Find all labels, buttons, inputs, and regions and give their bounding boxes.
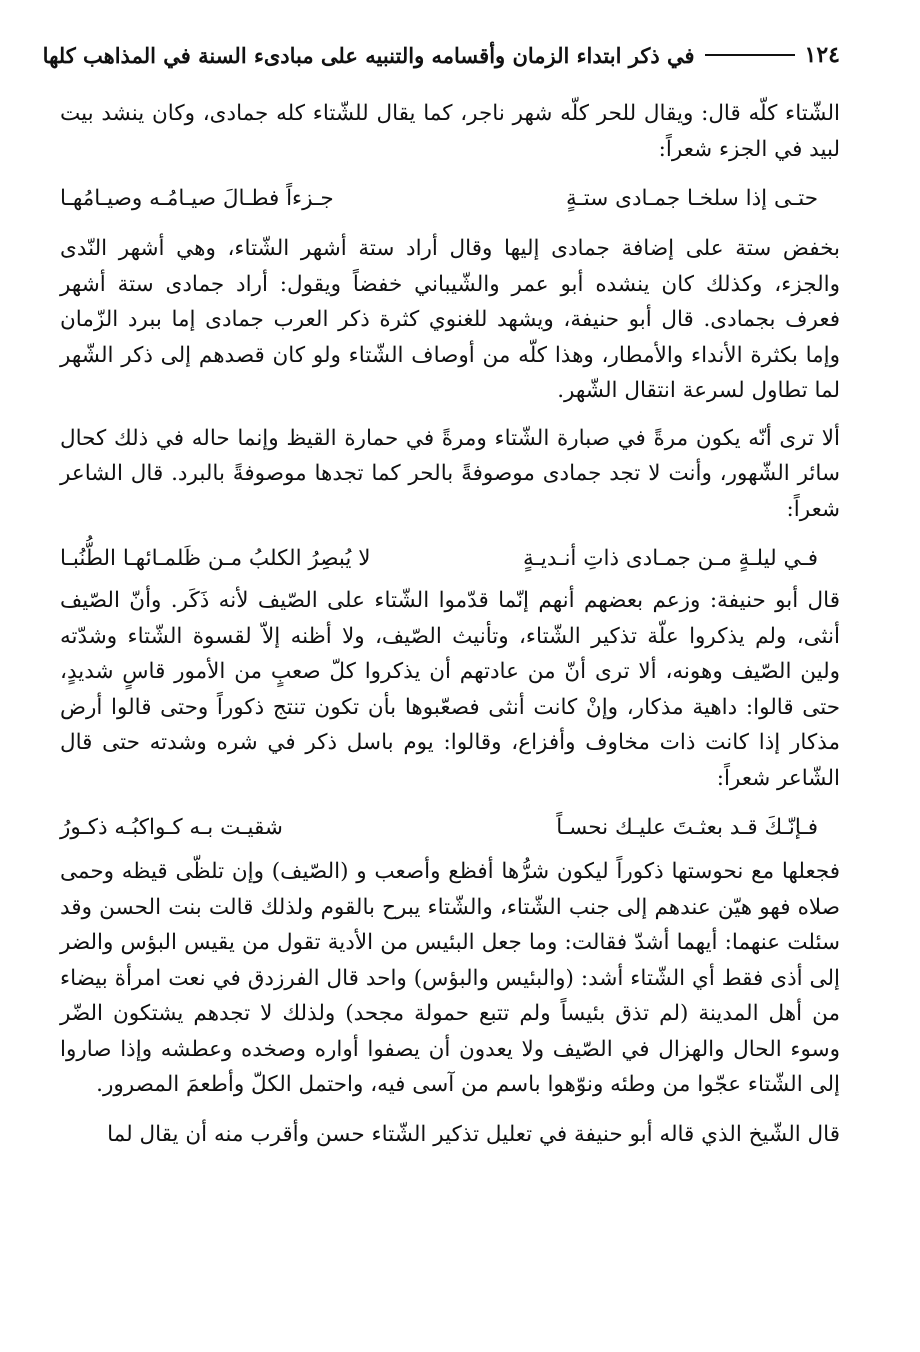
verse-2-first-hemistich: فـي ليلـةٍ مـن جمـادى ذاتِ أنـديـةٍ	[523, 546, 818, 571]
verse-2	[60, 541, 840, 577]
page-number: ١٢٤	[804, 42, 840, 68]
paragraph-4: قال أبو حنيفة: وزعم بعضهم أنهم إنّما قدّموا الشّتاء على الصّيف لأنه ذَكَر. وأنّ الصّيف أنثى، ولم يذكروا علّة تذكير الشّتاء، وتأنيث الصّيف، ولا أظنه إلاّ لقسوة الشّتاء وشدّته ولين الصّيف وهونه، ألا ترى أنّ من عادتهم أن يذكروا كلّ صعبٍ من الأمور قاسٍ شديدٍ، حتى قالوا: داهية مذكار، وإنْ كانت أنثى فصعّبوها بأن تكون تنتج ذكوراً وحتى قالوا أرض مذكار إذا كانت ذات مخاوف وأفزاع، وقالوا: يوم باسل ذكر في شره وشدته حتى قال الشّاعر شعراً:	[60, 588, 840, 791]
running-header	[42, 38, 840, 72]
verse-3-first-hemistich: فـإنّـكَ قـد بعثـتَ عليـك نحسـاً	[556, 815, 818, 840]
verse-1-second-hemistich: جـزءاً فطـالَ صيـامُـه وصيـامُهـا	[60, 186, 334, 211]
paragraph-5: فجعلها مع نحوستها ذكوراً ليكون شرُّها أفظع وأصعب و (الصّيف) وإن تلظّى قيظه وحمى صلاه فهو هيّن عندهم إلى جنب الشّتاء، والشّتاء يبرح بالقوم ولذلك قالت بنت الحسن وقد سئلت عنهما: أيهما أشدّ فقالت: وما جعل البئيس من الأدية تقول من يقيس البؤس والضر إلى أذى فقط أي الشّتاء أشد: (والبئيس والبؤس) واحد قال الفرزدق في نعت امرأة بيضاء من أهل المدينة (لم تذق بئيساً ولم تتبع حمولة مجحد) ولذلك لا تجدهم يشتكون الضّر وسوء الحال والهزال في الصّيف ولا يعدون أن يصفوا أواره وصخده وعطشه وإذا صاروا إلى الشّتاء عجّوا من وطئه ونوّهوا باسم من آسى فيه، واحتمل الكلّ وأطعمَ المصرور.	[60, 859, 840, 1097]
verse-3	[60, 810, 840, 846]
paragraph-2: بخفض ستة على إضافة جمادى إليها وقال أراد ستة أشهر الشّتاء، وهي أشهر النّدى والجزء، وكذلك كان ينشده أبو عمر والشّيباني خفضاً ويقول: أراد جمادى ستة أشهر فعرف بجمادى. قال أبو حنيفة، ويشهد للغنوي كثرة ذكر العرب جمادى إما ببرد الزّمان وإما بكثرة الأنداء والأمطار، وهذا كلّه من أوصاف الشّتاء ولو كان قصدهم إلى ذكر الشّهر لما تطاول لسرعة انتقال الشّهر.	[60, 236, 840, 403]
verse-1	[60, 181, 840, 217]
header-rule	[705, 54, 795, 56]
verse-3-second-hemistich: شقيـت بـه كـواكبُـه ذكـورُ	[60, 815, 283, 840]
verse-2-second-hemistich: لا يُبصِرُ الكلبُ مـن ظَلمـائهـا الطُّنُبـا	[60, 546, 371, 571]
paragraph-1: الشّتاء كلّه قال: ويقال للحر كلّه شهر ناجر، كما يقال للشّتاء كله جمادى، وكان ينشد بيت لبيد في الجزء شعراً:	[60, 101, 840, 162]
verse-1-first-hemistich: حتـى إذا سلخـا جمـادى ستـةٍ	[565, 186, 818, 211]
page	[42, 38, 840, 1152]
header-gap	[60, 72, 840, 96]
header-title: في ذكر ابتداء الزمان وأقسامه والتنبيه على مبادىء السنة في المذاهب كلها	[42, 42, 695, 68]
paragraph-3: ألا ترى أنّه يكون مرةً في صبارة الشّتاء ومرةً في حمارة القيظ وإنما حاله في ذلك كحال سائر الشّهور، وأنت لا تجد جمادى موصوفةً بالحر كما تجدها موصوفةً بالبرد. قال الشاعر شعراً:	[60, 425, 840, 522]
paragraph-6: قال الشّيخ الذي قاله أبو حنيفة في تعليل تذكير الشّتاء حسن وأقرب منه أن يقال لما	[107, 1121, 840, 1147]
